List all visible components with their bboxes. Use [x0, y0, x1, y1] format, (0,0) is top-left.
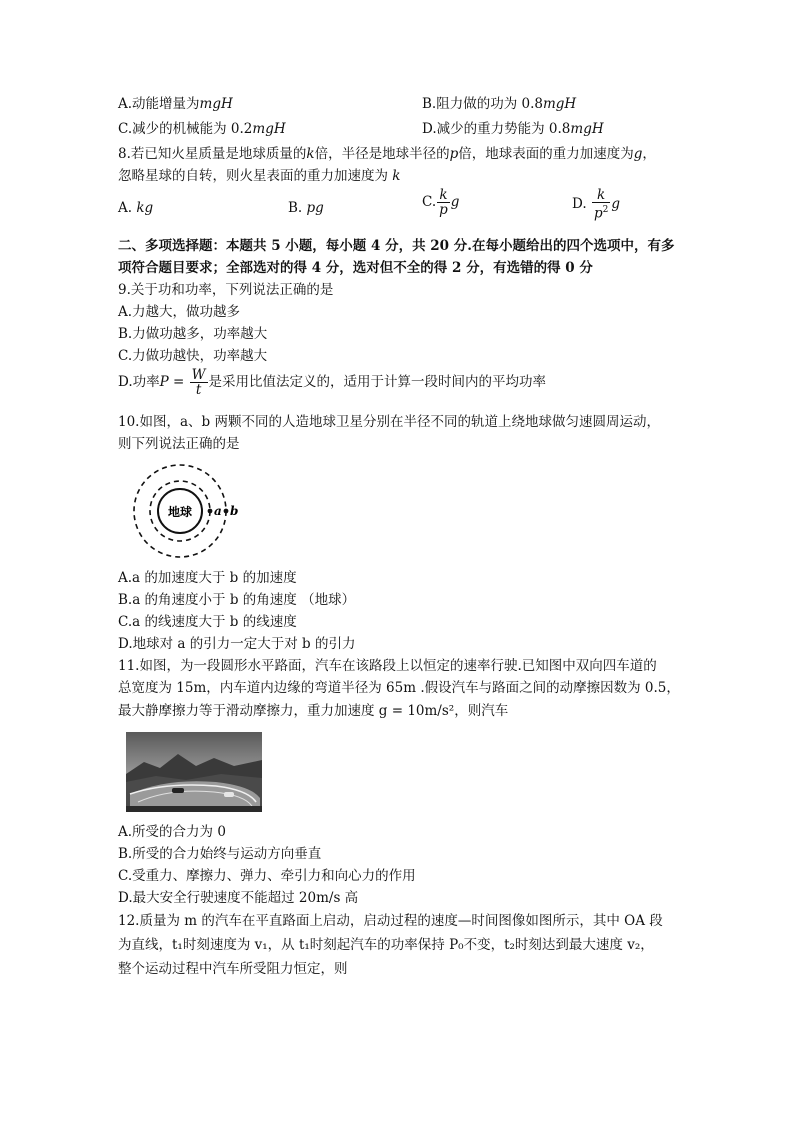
- q10-option-a: A.a 的加速度大于 b 的加速度: [118, 570, 297, 586]
- q12-stem-line3: 整个运动过程中汽车所受阻力恒定，则: [118, 961, 348, 977]
- q11-stem-line2: 总宽度为 15m，内车道内边缘的弯道半径为 65m .假设汽车与路面之间的动摩擦因数为 0.5，: [118, 680, 680, 696]
- q10-stem-line2: 则下列说法正确的是: [118, 436, 240, 452]
- q11-option-d: D.最大安全行驶速度不能超过 20m/s 高: [118, 890, 359, 906]
- q10-stem-line1: 10.如图，a、b 两颗不同的人造地球卫星分别在半径不同的轨道上绕地球做匀速圆周运动，: [118, 414, 660, 430]
- satellite-b-dot: [224, 509, 229, 514]
- orbit-diagram: [125, 463, 245, 563]
- q7-option-b: B.阻力做的功为 0.8mgH: [422, 96, 577, 112]
- q7-option-d: D.减少的重力势能为 0.8mgH: [422, 121, 604, 137]
- q8-option-a: A. kg: [118, 200, 154, 216]
- earth-label: 地球: [167, 505, 193, 519]
- q9-option-d: D.功率P = $\frac{W}{t}$ 是采用比值法定义的，适用于计算一段时间内的平均功率: [118, 367, 547, 398]
- q8-option-b: B. pg: [288, 200, 324, 216]
- satellite-b-label: b: [230, 504, 239, 518]
- q9-option-a: A.力越大，做功越多: [118, 304, 241, 320]
- q11-option-c: C.受重力、摩擦力、弹力、牵引力和向心力的作用: [118, 868, 416, 884]
- q8-stem-line1: 8.若已知火星质量是地球质量的k倍，半径是地球半径的p倍，地球表面的重力加速度为g，: [118, 146, 656, 162]
- satellite-a-label: a: [214, 504, 222, 518]
- q11-stem-line1: 11.如图，为一段圆形水平路面，汽车在该路段上以恒定的速率行驶.已知图中双向四车道的: [118, 658, 657, 674]
- q10-option-b: B.a 的角速度小于 b 的角速度 （地球）: [118, 592, 356, 608]
- section2-header-line1: 二、多项选择题：本题共 5 小题，每小题 4 分，共 20 分.在每小题给出的四个选项中，有多: [118, 238, 675, 254]
- section2-header-line2: 项符合题目要求；全部选对的得 4 分，选对但不全的得 2 分，有选错的得 0 分: [118, 260, 593, 276]
- q12-stem-line2: 为直线，t₁时刻速度为 v₁，从 t₁时刻起汽车的功率保持 P₀不变，t₂时刻达到最大速度 v₂，: [118, 937, 654, 953]
- q7-option-c: C.减少的机械能为 0.2mgH: [118, 121, 286, 137]
- q11-option-a: A.所受的合力为 0: [118, 824, 226, 840]
- curved-road-photo: [126, 732, 262, 812]
- q9-stem: 9.关于功和功率，下列说法正确的是: [118, 282, 334, 298]
- q10-option-c: C.a 的线速度大于 b 的线速度: [118, 614, 297, 630]
- q11-option-b: B.所受的合力始终与运动方向垂直: [118, 846, 322, 862]
- q12-stem-line1: 12.质量为 m 的汽车在平直路面上启动，启动过程的速度—时间图像如图所示，其中 OA 段: [118, 913, 663, 929]
- q8-option-d: D. $\frac{k}{p^2}$ g: [572, 187, 620, 222]
- q9-option-c: C.力做功越快，功率越大: [118, 348, 268, 364]
- q8-stem-line2: 忽略星球的自转，则火星表面的重力加速度为 k: [118, 168, 401, 184]
- q8-option-c: C. $\frac{k}{p}$ g: [422, 187, 460, 218]
- q9-option-b: B.力做功越多，功率越大: [118, 326, 268, 342]
- satellite-a-dot: [208, 509, 213, 514]
- q10-option-d: D.地球对 a 的引力一定大于对 b 的引力: [118, 636, 356, 652]
- q11-stem-line3: 最大静摩擦力等于滑动摩擦力，重力加速度 g = 10m/s²，则汽车: [118, 703, 509, 719]
- q7-option-a: A.动能增量为mgH: [118, 96, 233, 112]
